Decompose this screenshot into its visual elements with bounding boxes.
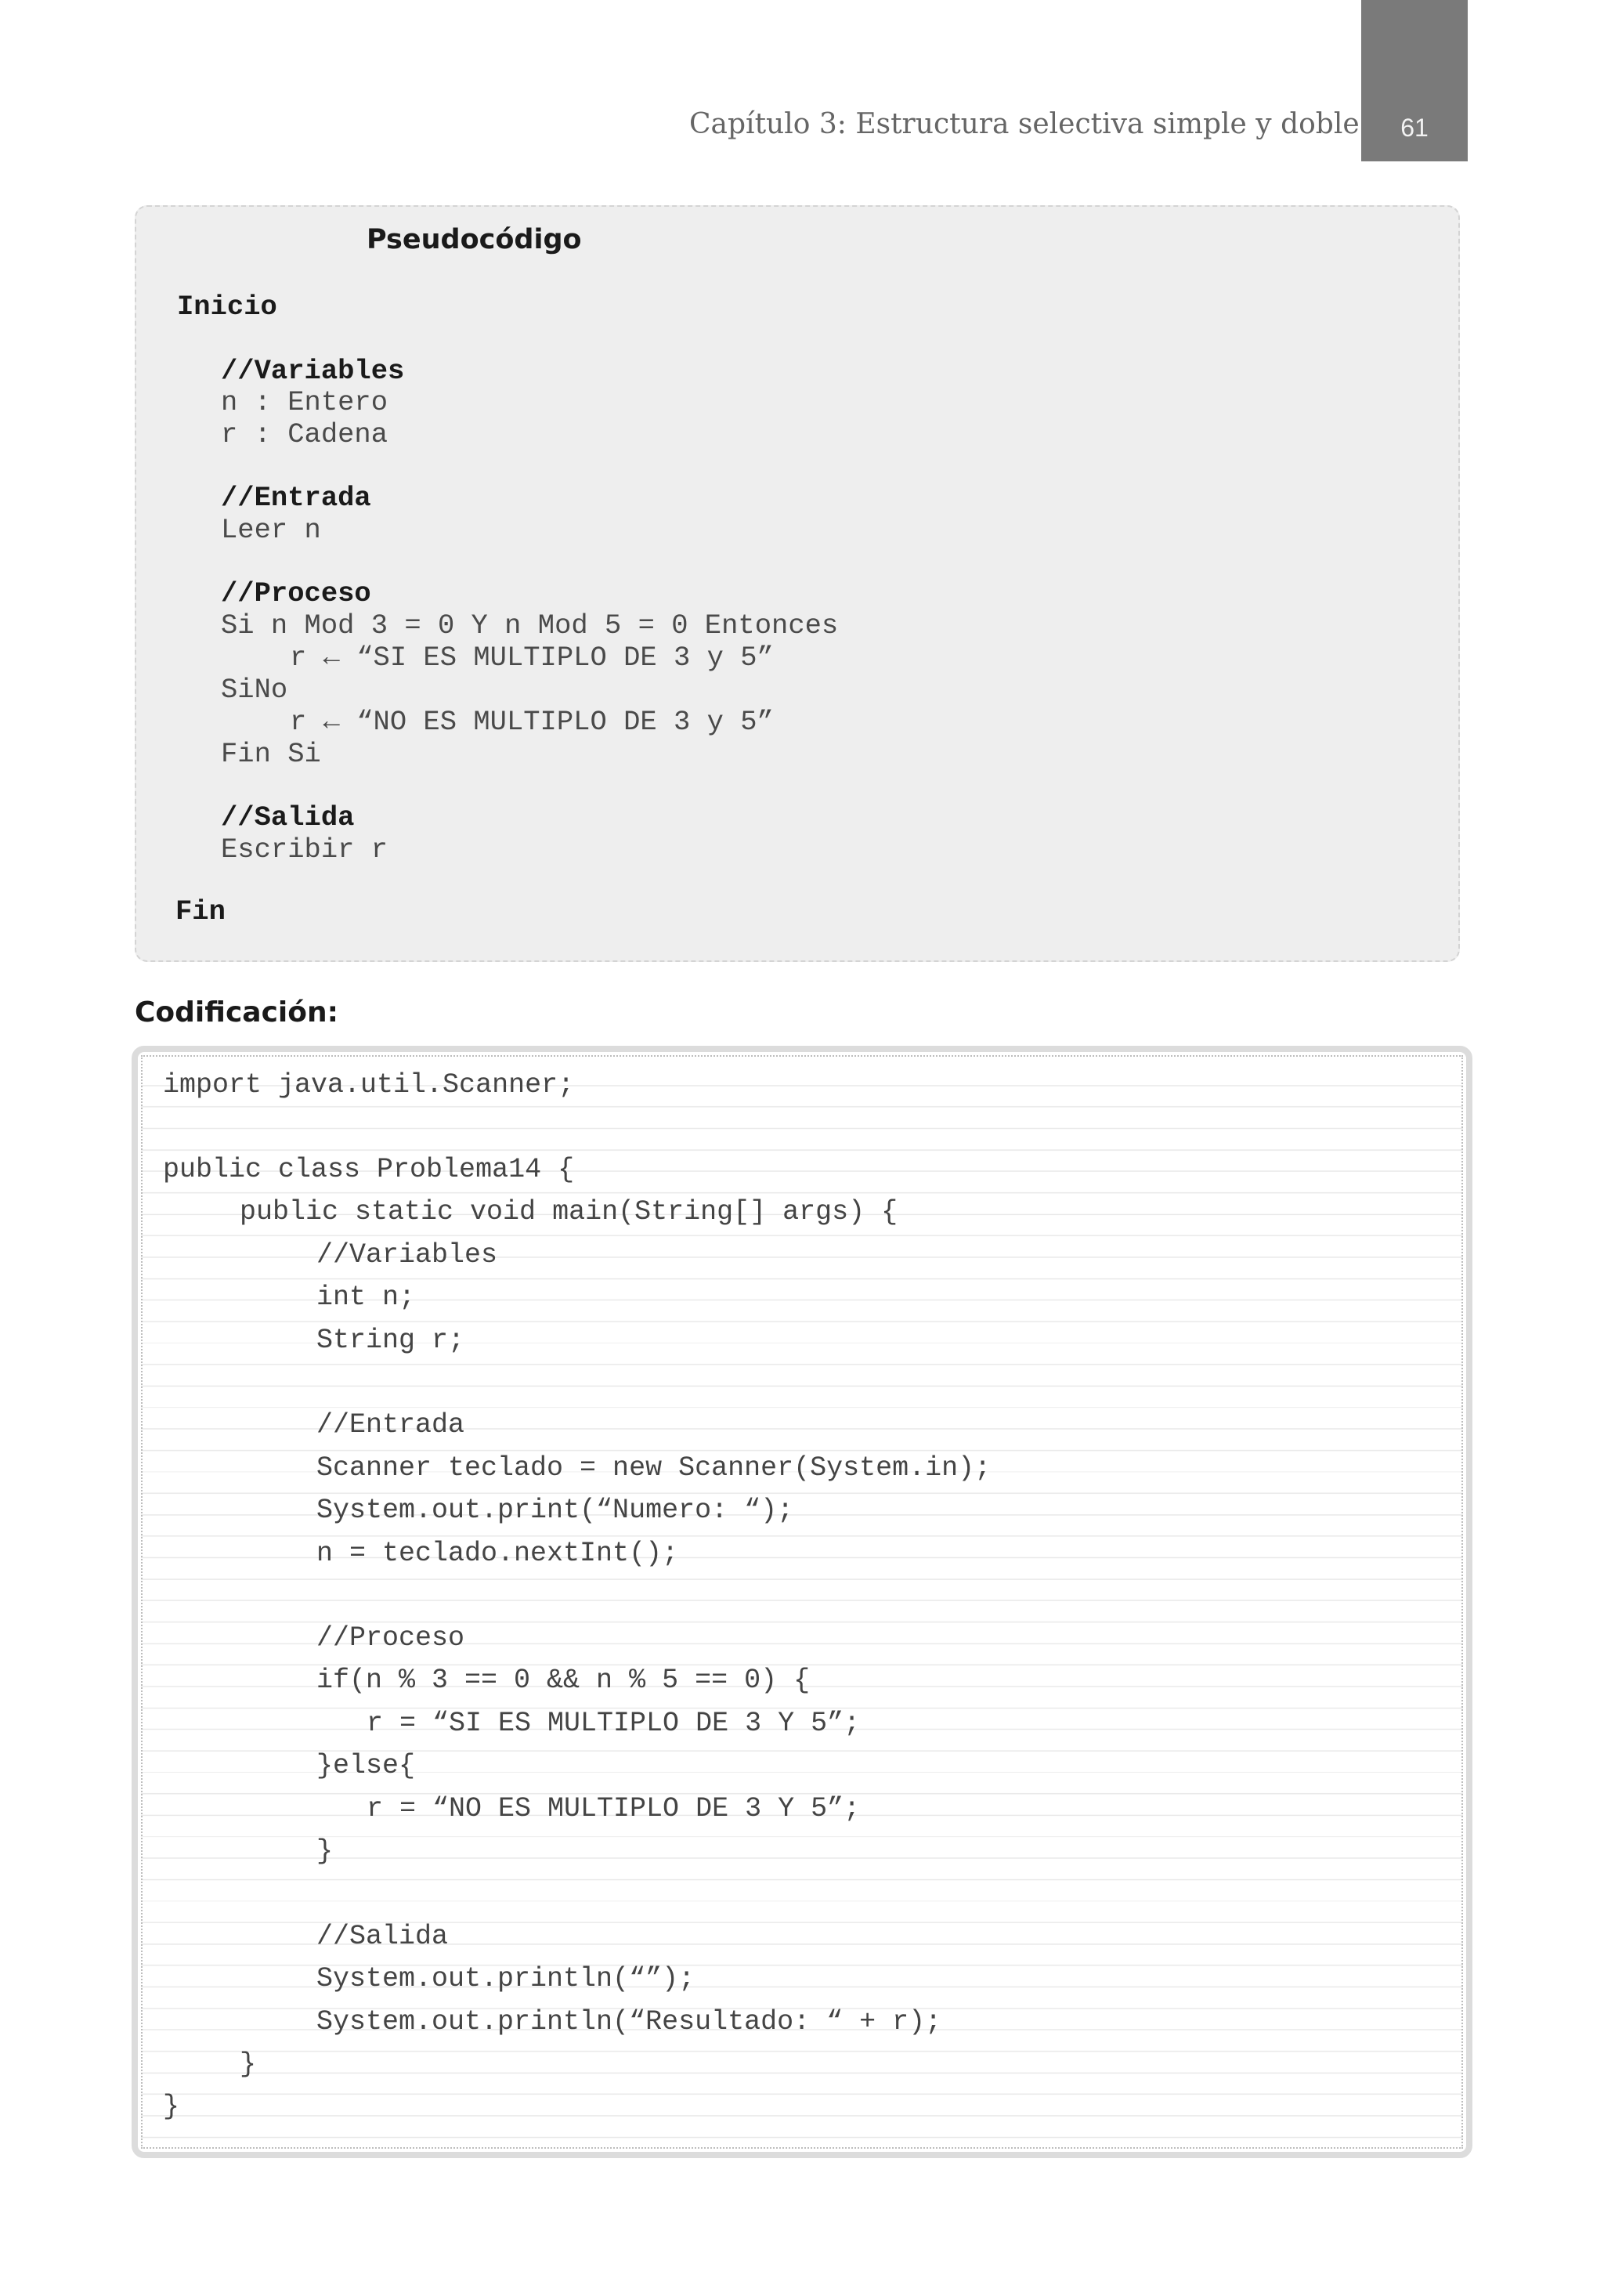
pseudocode-line: Si n Mod 3 = 0 Y n Mod 5 = 0 Entonces [221,609,839,642]
pseudocode-line: Escribir r [221,833,388,866]
code-line: if(n % 3 == 0 && n % 5 == 0) { [316,1665,811,1696]
page-number: 61 [1400,114,1429,142]
code-line: System.out.print(“Numero: “); [316,1495,794,1526]
code-line: String r; [316,1325,465,1356]
code-line: public static void main(String[] args) { [240,1196,898,1228]
code-box [132,1046,1472,2158]
code-line: int n; [316,1282,416,1313]
page-number-tab [1361,0,1468,161]
pseudocode-box [135,205,1460,962]
pseudocode-line: //Entrada [221,482,371,514]
pseudocode-line: r ← “NO ES MULTIPLO DE 3 y 5” [290,706,774,738]
code-line: n = teclado.nextInt(); [316,1538,679,1569]
pseudocode-line: //Variables [221,355,405,387]
codificacion-heading: Codificación: [135,996,339,1029]
code-line: }else{ [316,1750,416,1781]
code-line: } [240,2048,257,2080]
code-line: r = “NO ES MULTIPLO DE 3 Y 5”; [367,1793,861,1824]
pseudocode-line: SiNo [221,674,288,706]
code-line: System.out.println(“”); [316,1963,695,1994]
code-line: } [316,1835,334,1867]
code-line: //Proceso [316,1622,465,1654]
code-listing [141,1055,1463,2149]
chapter-title: Capítulo 3: Estructura selectiva simple y doble [689,108,1360,140]
code-line: r = “SI ES MULTIPLO DE 3 Y 5”; [367,1708,861,1739]
pseudocode-line: Fin [175,895,226,927]
code-line: Scanner teclado = new Scanner(System.in); [316,1452,992,1484]
pseudocode-line: n : Entero [221,386,388,418]
pseudocode-line: r : Cadena [221,418,388,450]
code-line: //Salida [316,1921,449,1952]
pseudocode-line: Inicio [177,291,277,323]
pseudocode-title: Pseudocódigo [367,224,582,255]
code-line: System.out.println(“Resultado: “ + r); [316,2006,942,2037]
pseudocode-line: Fin Si [221,738,321,770]
pseudocode-line: Leer n [221,514,321,546]
code-line: //Entrada [316,1409,465,1441]
pseudocode-line: //Proceso [221,577,371,609]
code-line: public class Problema14 { [163,1154,575,1185]
pseudocode-line: r ← “SI ES MULTIPLO DE 3 y 5” [290,642,774,674]
pseudocode-line: //Salida [221,801,355,833]
code-line: } [163,2091,180,2122]
code-line: import java.util.Scanner; [163,1069,575,1101]
code-line: //Variables [316,1239,498,1271]
